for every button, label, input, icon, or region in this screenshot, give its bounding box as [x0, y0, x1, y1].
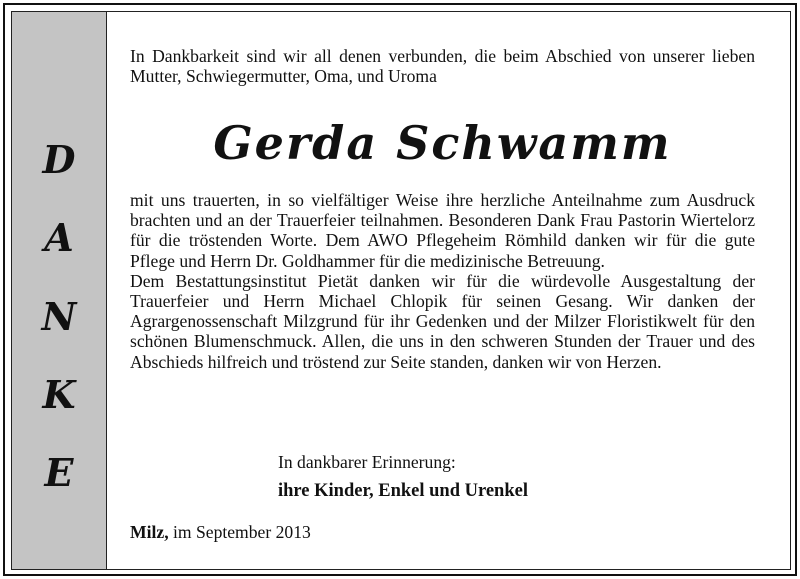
deceased-name: Gerda Schwamm: [213, 116, 672, 170]
place: Milz,: [130, 522, 169, 542]
paragraph-2: Dem Bestattungsinstitut Pietät danken wir für die würdevolle Ausgestaltung der Trauerfeier und Herrn Michael Chlopik für seinen Gesang. Wir danken der Agrargenossenschaft Milzgrund für ihr Gedenken und der Milzer Floristikwelt für den schönen Blumenschmuck. Allen, die uns in den schweren Stunden der Trauer und des Abschieds hilfreich und tröstend zur Seite standen, danken wir von Herzen.: [130, 270, 755, 372]
intro-text: In Dankbarkeit sind wir all denen verbunden, die beim Abschied von unserer lieben Mutter, Schwiegermutter, Oma, und Uroma: [130, 46, 755, 87]
signature: ihre Kinder, Enkel und Urenkel: [278, 481, 528, 501]
date: im September 2013: [173, 522, 311, 542]
body-text: [130, 190, 755, 372]
side-letter-k: K: [42, 372, 76, 417]
side-letter-e: E: [44, 450, 74, 495]
closing-line: In dankbarer Erinnerung:: [278, 452, 456, 472]
side-letter-a: A: [44, 215, 74, 260]
side-band: [12, 12, 107, 569]
place-date: [130, 522, 311, 543]
side-letter-d: D: [42, 137, 76, 182]
paragraph-1: mit uns trauerten, in so vielfältiger Weise ihre herzliche Anteilnahme zum Ausdruck brachten und an der Trauerfeier teilnahmen. Besonderen Dank Frau Pastorin Wiertelorz für die tröstenden Worte. Dem AWO Pflegeheim Römhild danken wir für die gute Pflege und Herrn Dr. Goldhammer für die medizinische Betreuung.: [130, 190, 755, 271]
side-letter-n: N: [41, 294, 77, 339]
